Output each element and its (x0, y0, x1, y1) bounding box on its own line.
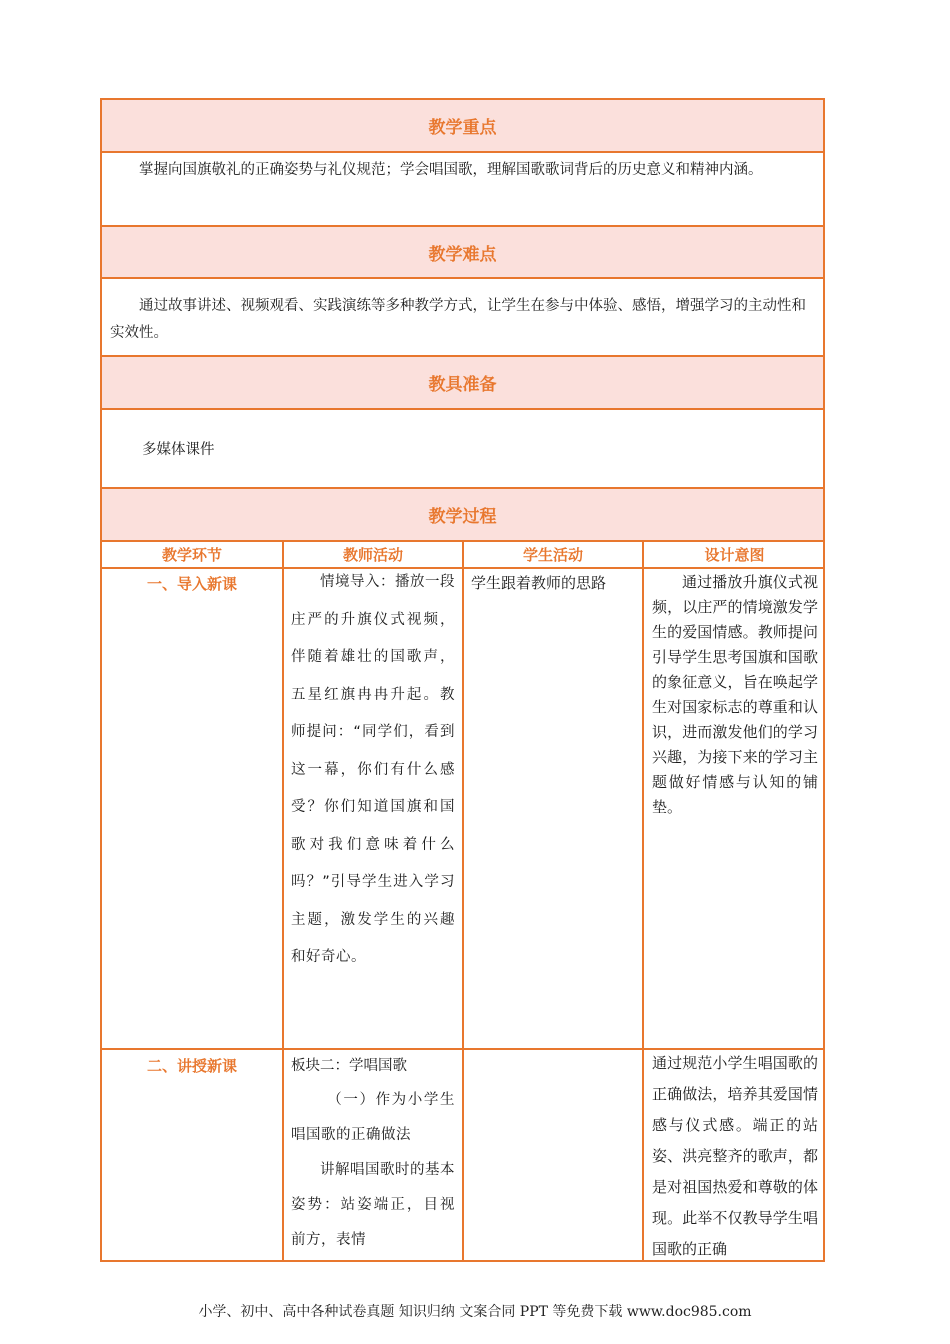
row2-teacher-activity (291, 1050, 455, 1258)
tools-title: 教具准备 (428, 375, 497, 395)
difficulties-header (102, 227, 823, 277)
row1-student-activity: 学生跟着教师的思路 (471, 574, 607, 592)
col-header-student: 学生活动 (522, 546, 583, 564)
key-points-body: 掌握向国旗敬礼的正确姿势与礼仪规范；学会唱国歌，理解国歌歌词背后的历史意义和精神内涵。 (139, 162, 763, 178)
row1-teacher-activity: 情境导入：播放一段庄严的升旗仪式视频，伴随着雄壮的国歌声，五星红旗冉冉升起。教师提问：“同学们，看到这一幕，你们有什么感受？你们知道国旗和国歌对我们意味着什么吗？”引导学生进入学习主题，激发学生的兴趣和好奇心。 (291, 574, 455, 965)
tools-body: 多媒体课件 (142, 442, 215, 458)
lesson-plan-table (100, 98, 825, 1262)
row2-design-intent: 通过规范小学生唱国歌的正确做法，培养其爱国情感与仪式感。端正的站姿、洪亮整齐的歌声，都是对祖国热爱和尊敬的体现。此举不仅教导学生唱国歌的正确 (652, 1054, 818, 1258)
col-header-teacher: 教师活动 (342, 546, 403, 564)
row2-teacher-title: 板块二：学唱国歌 (291, 1058, 407, 1074)
difficulties-title: 教学难点 (428, 244, 497, 265)
tools-header (102, 357, 823, 408)
process-header (102, 489, 823, 540)
col-header-design: 设计意图 (704, 546, 765, 564)
page-footer: 小学、初中、高中各种试卷真题 知识归纳 文案合同 PPT 等免费下载 www.doc985.com (198, 1304, 752, 1320)
col-header-stage: 教学环节 (161, 546, 222, 564)
row1-stage: 一、导入新课 (146, 575, 237, 593)
row2-stage: 二、讲授新课 (146, 1057, 237, 1075)
key-points-header (102, 100, 823, 151)
process-title: 教学过程 (428, 507, 497, 527)
row1-design-intent: 通过播放升旗仪式视频，以庄严的情境激发学生的爱国情感。教师提问引导学生思考国旗和国歌的象征意义，旨在唤起学生对国家标志的尊重和认识，进而激发他们的学习兴趣，为接下来的学习主题做好情感与认知的铺垫。 (652, 573, 818, 816)
row2-teacher-body: 讲解唱国歌时的基本姿势：站姿端正，目视前方，表情 (291, 1162, 455, 1248)
difficulties-body: 通过故事讲述、视频观看、实践演练等多种教学方式，让学生在参与中体验、感悟，增强学习的主动性和实效性。 (110, 298, 806, 341)
row2-teacher-subtitle: （一）作为小学生唱国歌的正确做法 (291, 1092, 455, 1143)
key-points-title: 教学重点 (428, 118, 497, 138)
